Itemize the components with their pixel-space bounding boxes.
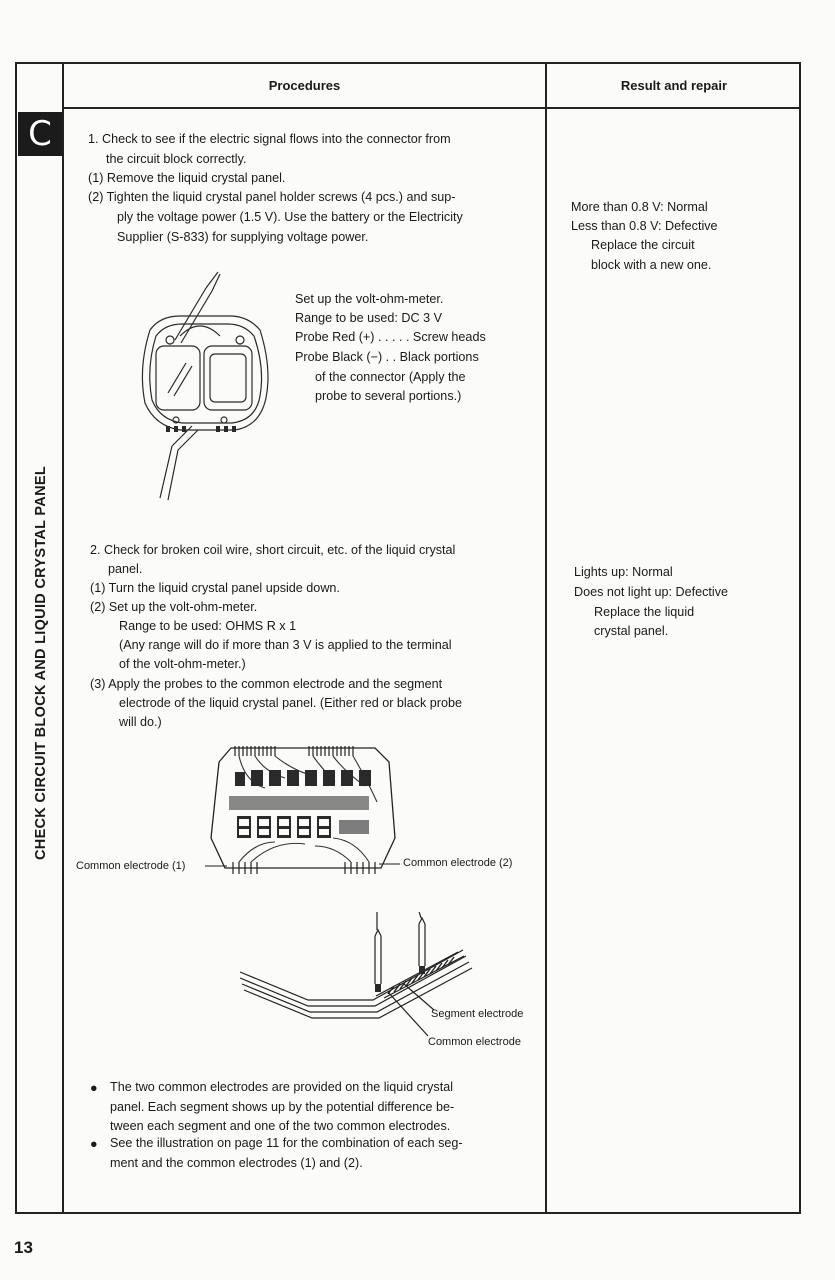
meter-setup-line2: Range to be used: DC 3 V <box>295 311 443 325</box>
step1-result-line1: More than 0.8 V: Normal <box>571 200 708 214</box>
note1-line3: tween each segment and one of the two common electrodes. <box>110 1119 451 1133</box>
meter-setup-line3: Probe Red (+) . . . . . Screw heads <box>295 330 486 344</box>
step1-substep2b: ply the voltage power (1.5 V). Use the battery or the Electricity <box>117 210 463 224</box>
note1-bullet: ● <box>90 1081 98 1095</box>
step1-substep2a: (2) Tighten the liquid crystal panel holder screws (4 pcs.) and sup- <box>88 190 456 204</box>
step2-substep2b: Range to be used: OHMS R x 1 <box>119 619 297 633</box>
lcd-panel-figure <box>205 742 400 880</box>
step1-substep2c: Supplier (S-833) for supplying voltage power. <box>117 230 369 244</box>
meter-setup-line1: Set up the volt-ohm-meter. <box>295 292 444 306</box>
step2-substep2: (2) Set up the volt-ohm-meter. <box>90 600 258 614</box>
circuit-block-figure <box>120 268 290 503</box>
step2-result-line3: Replace the liquid <box>594 605 695 619</box>
page-number: 13 <box>14 1238 33 1257</box>
step1-line2: the circuit block correctly. <box>106 152 247 166</box>
step1-result-line3: Replace the circuit <box>591 238 695 252</box>
common-electrode-2-label: Common electrode (2) <box>403 857 513 869</box>
column-divider-right <box>545 62 547 1214</box>
common-electrode-label: Common electrode <box>428 1036 521 1048</box>
step2-result-line2: Does not light up: Defective <box>574 585 729 599</box>
step2-substep2d: of the volt-ohm-meter.) <box>119 657 246 671</box>
procedures-header: Procedures <box>268 78 341 93</box>
note2-line1: See the illustration on page 11 for the combination of each seg- <box>110 1136 463 1150</box>
step2-result-line1: Lights up: Normal <box>574 565 673 579</box>
step2-substep2c: (Any range will do if more than 3 V is applied to the terminal <box>119 638 452 652</box>
column-divider-left <box>62 62 64 1214</box>
header-divider <box>62 107 801 109</box>
result-header: Result and repair <box>620 78 728 93</box>
meter-setup-line5: of the connector (Apply the <box>315 370 466 384</box>
step2-substep3a: (3) Apply the probes to the common electrode and the segment <box>90 677 443 691</box>
note2-line2: ment and the common electrodes (1) and (2). <box>110 1156 363 1170</box>
side-title: CHECK CIRCUIT BLOCK AND LIQUID CRYSTAL PANEL <box>33 466 49 860</box>
note2-bullet: ● <box>90 1137 98 1151</box>
section-tab-letter: C <box>28 114 52 154</box>
meter-setup-line6: probe to several portions.) <box>315 389 462 403</box>
step2-line1: 2. Check for broken coil wire, short circuit, etc. of the liquid crystal <box>90 543 456 557</box>
step2-substep1: (1) Turn the liquid crystal panel upside down. <box>90 581 340 595</box>
step2-result-line4: crystal panel. <box>594 624 669 638</box>
step1-result-line4: block with a new one. <box>591 258 712 272</box>
step2-substep3c: will do.) <box>119 715 162 729</box>
step2-line2: panel. <box>108 562 143 576</box>
step1-line1: 1. Check to see if the electric signal flows into the connector from <box>88 132 451 146</box>
segment-electrode-label: Segment electrode <box>431 1008 524 1020</box>
common-electrode-1-label: Common electrode (1) <box>76 860 186 872</box>
note1-line1: The two common electrodes are provided on the liquid crystal <box>110 1080 454 1094</box>
meter-setup-line4: Probe Black (−) . . Black portions <box>295 350 479 364</box>
note1-line2: panel. Each segment shows up by the potential difference be- <box>110 1100 455 1114</box>
step1-substep1: (1) Remove the liquid crystal panel. <box>88 171 286 185</box>
step2-substep3b: electrode of the liquid crystal panel. (Either red or black probe <box>119 696 463 710</box>
step1-result-line2: Less than 0.8 V: Defective <box>571 219 718 233</box>
